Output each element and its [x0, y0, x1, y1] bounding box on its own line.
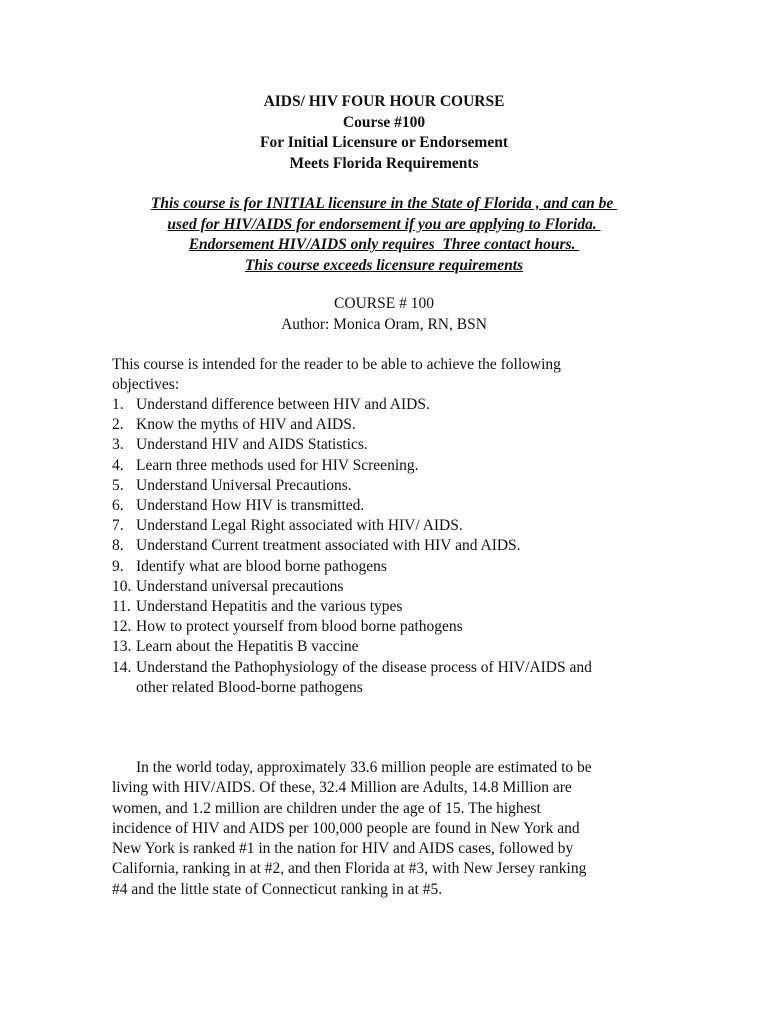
- list-item: 4. Learn three methods used for HIV Screening.: [112, 456, 419, 474]
- notice-line-4: This course exceeds licensure requirements: [244, 256, 524, 274]
- list-item: 2. Know the myths of HIV and AIDS.: [112, 416, 356, 434]
- paragraph-line: women, and 1.2 million are children under the age of 15. The highest: [112, 799, 541, 817]
- intro-line-2: objectives:: [112, 376, 180, 394]
- paragraph-line: #4 and the little state of Connecticut ranking in at #5.: [112, 880, 443, 898]
- list-item: 8. Understand Current treatment associated with HIV and AIDS.: [112, 537, 521, 555]
- course-number-heading: Course #100: [342, 113, 426, 131]
- list-item: 9. Identify what are blood borne pathogens: [112, 557, 387, 575]
- objectives-intro: [112, 355, 672, 395]
- course-requirement: Meets Florida Requirements: [289, 154, 479, 172]
- paragraph-line: New York is ranked #1 in the nation for HIV and AIDS cases, followed by: [112, 840, 574, 858]
- list-item: 11. Understand Hepatitis and the various types: [112, 598, 403, 616]
- statistics-paragraph: [112, 758, 660, 900]
- list-item: 6. Understand How HIV is transmitted.: [112, 497, 365, 515]
- paragraph-line: In the world today, approximately 33.6 million people are estimated to be: [136, 759, 592, 776]
- course-number: COURSE # 100: [334, 295, 434, 312]
- notice-line-3: Endorsement HIV/AIDS only requires Three contact hours.: [188, 236, 580, 253]
- course-author: Author: Monica Oram, RN, BSN: [281, 315, 487, 333]
- course-purpose: For Initial Licensure or Endorsement: [260, 134, 508, 151]
- paragraph-line: California, ranking in at #2, and then Florida at #3, with New Jersey ranking: [112, 860, 587, 878]
- course-title: AIDS/ HIV FOUR HOUR COURSE: [263, 93, 505, 110]
- list-item-continuation: other related Blood-borne pathogens: [136, 678, 363, 696]
- objectives-list: [112, 395, 672, 698]
- list-item: 5. Understand Universal Precautions.: [112, 476, 352, 494]
- list-item: 3. Understand HIV and AIDS Statistics.: [112, 436, 368, 454]
- list-item: 7. Understand Legal Right associated with HIV/ AIDS.: [112, 517, 463, 535]
- course-heading: [0, 92, 768, 174]
- course-info: [0, 294, 768, 335]
- list-item: 14. Understand the Pathophysiology of the disease process of HIV/AIDS and other related Blood-borne pathogens: [112, 658, 672, 698]
- paragraph-line: incidence of HIV and AIDS per 100,000 people are found in New York and: [112, 819, 580, 837]
- licensure-notice: [0, 194, 768, 276]
- list-item: 12. How to protect yourself from blood borne pathogens: [112, 618, 463, 636]
- list-item: 13. Learn about the Hepatitis B vaccine: [112, 638, 359, 656]
- notice-line-1: This course is for INITIAL licensure in the State of Florida , and can be: [150, 195, 618, 212]
- list-item: 10. Understand universal precautions: [112, 577, 344, 595]
- paragraph-line: living with HIV/AIDS. Of these, 32.4 Million are Adults, 14.8 Million are: [112, 779, 572, 797]
- notice-line-2: used for HIV/AIDS for endorsement if you are applying to Florida.: [167, 215, 601, 233]
- list-item: 1. Understand difference between HIV and AIDS.: [112, 396, 430, 413]
- intro-line-1: This course is intended for the reader to be able to achieve the following: [112, 356, 561, 373]
